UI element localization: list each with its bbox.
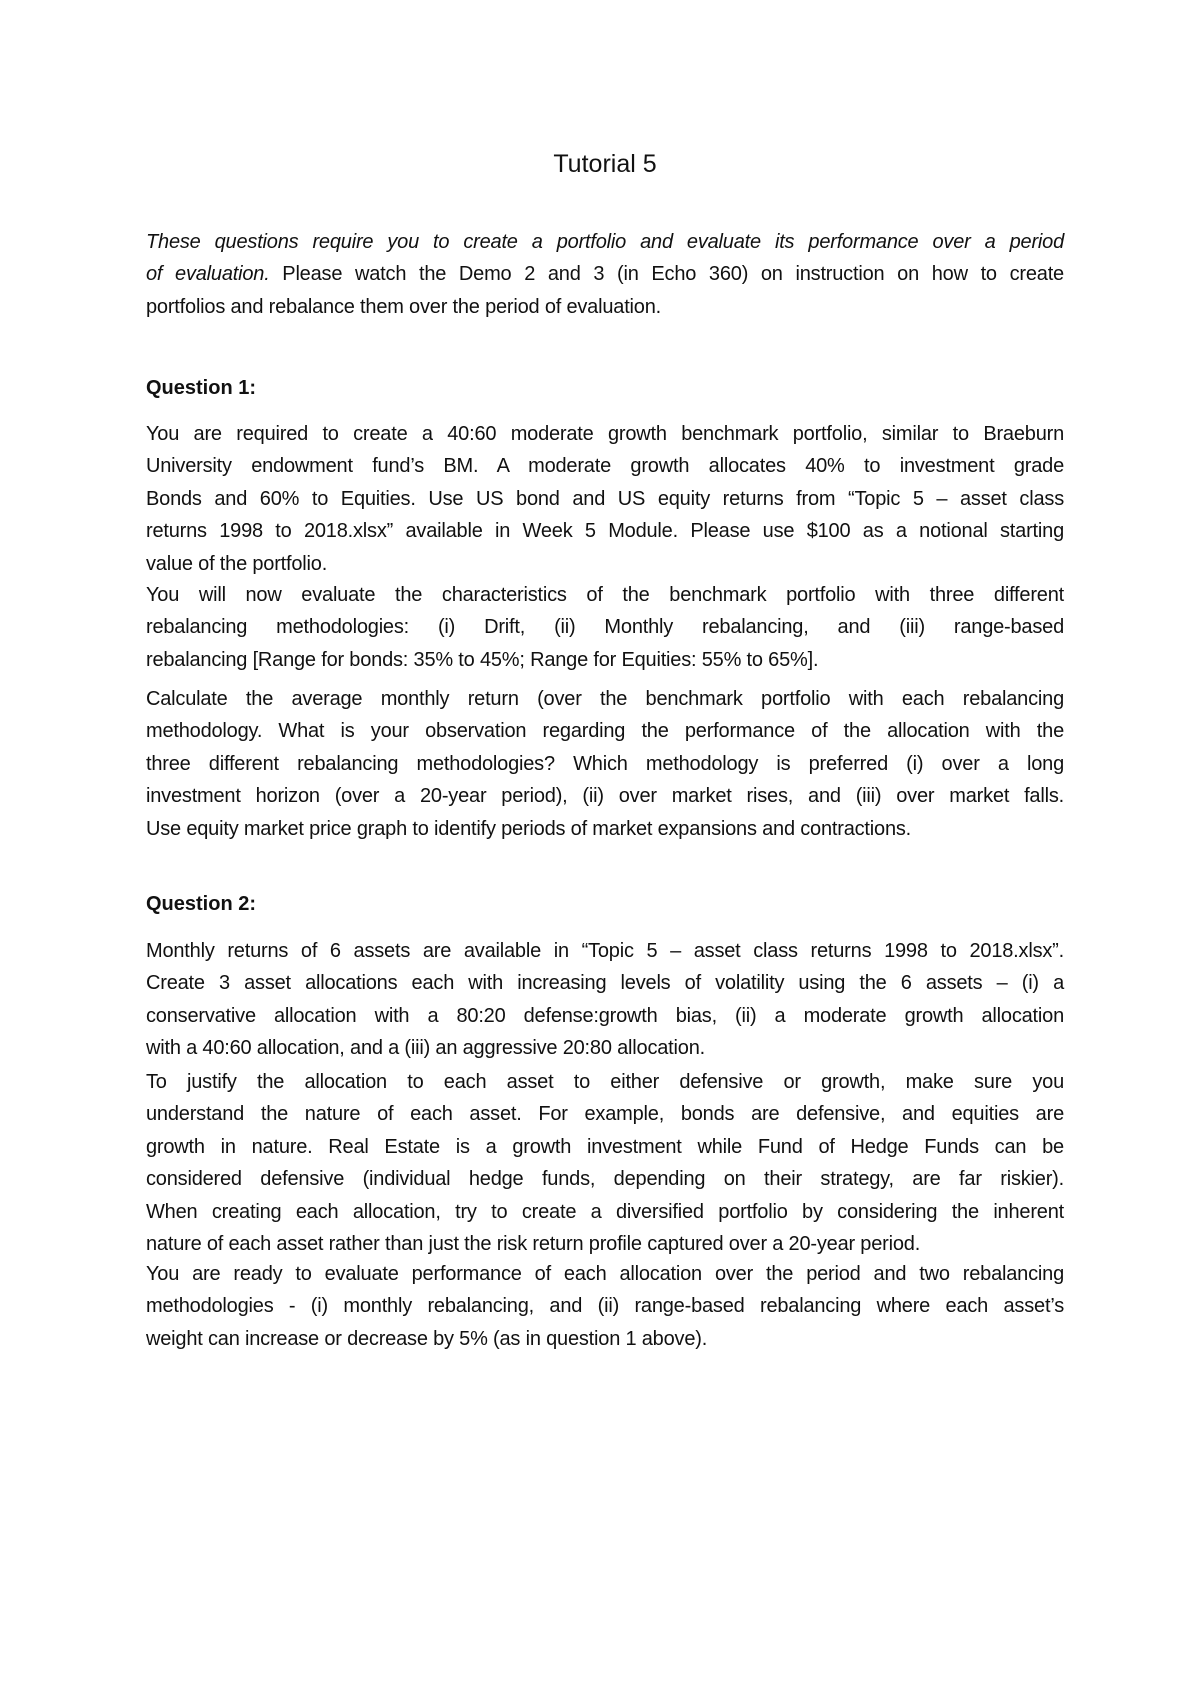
intro-line xyxy=(146,258,1064,290)
paragraph-line: value of the portfolio. xyxy=(146,552,328,575)
intro-line: portfolios and rebalance them over the period of evaluation. xyxy=(146,295,662,318)
paragraph-line: investment horizon (over a 20-year period), (ii) over market rises, and (iii) over market falls. xyxy=(146,785,1064,808)
paragraph-line: You are ready to evaluate performance of each allocation over the period and two rebalancing xyxy=(146,1263,1064,1285)
question-1-paragraph-1 xyxy=(146,418,1064,580)
paragraph-line: rebalancing [Range for bonds: 35% to 45%; Range for Equities: 55% to 65%]. xyxy=(146,648,819,671)
paragraph-line: methodologies - (i) monthly rebalancing, and (ii) range-based rebalancing where each asset’s xyxy=(146,1295,1064,1318)
intro-paragraph xyxy=(146,226,1064,323)
question-2-paragraph-1 xyxy=(146,935,1064,1065)
paragraph-line: When creating each allocation, try to create a diversified portfolio by considering the inherent xyxy=(146,1200,1064,1223)
question-1-paragraph-3 xyxy=(146,683,1064,845)
paragraph-line: methodology. What is your observation regarding the performance of the allocation with the xyxy=(146,720,1064,743)
paragraph-line: three different rebalancing methodologies? Which methodology is preferred (i) over a long xyxy=(146,752,1064,775)
paragraph-line: University endowment fund’s BM. A moderate growth allocates 40% to investment grade xyxy=(146,455,1064,478)
paragraph-line: considered defensive (individual hedge funds, depending on their strategy, are far riskier). xyxy=(146,1168,1064,1191)
paragraph-line: Bonds and 60% to Equities. Use US bond and US equity returns from “Topic 5 – asset class xyxy=(146,487,1064,510)
paragraph-line: weight can increase or decrease by 5% (as in question 1 above). xyxy=(146,1327,708,1350)
question-1-heading: Question 1: xyxy=(146,377,257,399)
paragraph-line: To justify the allocation to each asset to either defensive or growth, make sure you xyxy=(146,1071,1064,1093)
paragraph-line: Create 3 asset allocations each with increasing levels of volatility using the 6 assets – (i) a xyxy=(146,972,1064,995)
question-2-paragraph-2 xyxy=(146,1066,1064,1260)
paragraph-line: Calculate the average monthly return (over the benchmark portfolio with each rebalancing xyxy=(146,688,1064,710)
paragraph-line: rebalancing methodologies: (i) Drift, (ii) Monthly rebalancing, and (iii) range-based xyxy=(146,616,1064,639)
page-title: Tutorial 5 xyxy=(553,150,657,178)
paragraph-line: returns 1998 to 2018.xlsx” available in Week 5 Module. Please use $100 as a notional starting xyxy=(146,520,1064,543)
paragraph-line: with a 40:60 allocation, and a (iii) an aggressive 20:80 allocation. xyxy=(146,1037,705,1060)
intro-line: These questions require you to create a portfolio and evaluate its performance over a period xyxy=(146,231,1064,253)
intro-italic-text: of evaluation. xyxy=(146,263,270,286)
paragraph-line: growth in nature. Real Estate is a growth investment while Fund of Hedge Funds can be xyxy=(146,1135,1064,1158)
paragraph-line: You will now evaluate the characteristics of the benchmark portfolio with three different xyxy=(146,584,1064,606)
paragraph-line: You are required to create a 40:60 moderate growth benchmark portfolio, similar to Braeburn xyxy=(146,423,1064,445)
paragraph-line: Use equity market price graph to identify periods of market expansions and contractions. xyxy=(146,817,912,840)
question-2-paragraph-3 xyxy=(146,1258,1064,1355)
paragraph-line: Monthly returns of 6 assets are available in “Topic 5 – asset class returns 1998 to 2018.xlsx”. xyxy=(146,940,1064,962)
intro-text: Please watch the Demo 2 and 3 (in Echo 360) on instruction on how to create xyxy=(269,263,1064,286)
question-2-heading: Question 2: xyxy=(146,893,257,915)
paragraph-line: nature of each asset rather than just the risk return profile captured over a 20-year period. xyxy=(146,1233,921,1256)
question-1-paragraph-2 xyxy=(146,579,1064,676)
paragraph-line: understand the nature of each asset. For example, bonds are defensive, and equities are xyxy=(146,1103,1064,1126)
paragraph-line: conservative allocation with a 80:20 defense:growth bias, (ii) a moderate growth allocation xyxy=(146,1004,1064,1027)
